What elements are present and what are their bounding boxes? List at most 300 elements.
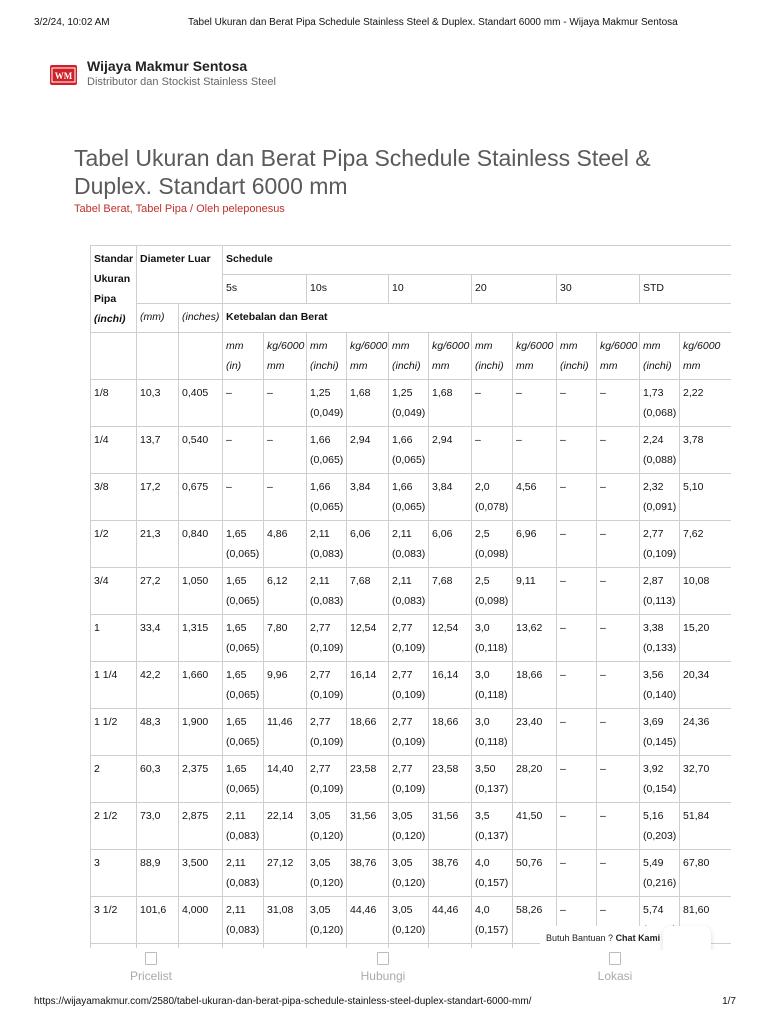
unit-header: [597, 333, 640, 380]
nav-pricelist[interactable]: [101, 952, 201, 983]
table-row: [91, 474, 732, 521]
cell-primary: –: [600, 528, 606, 540]
unit-header: [223, 333, 264, 380]
cell-value: [597, 756, 640, 803]
cell-primary: 22,14: [267, 810, 294, 822]
cell-primary: 2,11: [392, 575, 412, 587]
cell-value: [223, 615, 264, 662]
cell-value: [389, 568, 429, 615]
cell-primary: 2,77: [310, 622, 331, 634]
cell-secondary: (0,065): [226, 689, 260, 701]
cell-value: [264, 803, 307, 850]
cell-value: [513, 474, 557, 521]
cell-primary: 2,11: [226, 904, 246, 916]
cell-value: [597, 709, 640, 756]
cell-od-mm: 42,2: [137, 662, 179, 709]
cell-primary: 2,77: [392, 763, 413, 775]
cell-value: [347, 380, 389, 427]
cell-value: [429, 944, 472, 949]
cell-od-mm: 17,2: [137, 474, 179, 521]
cell-value: [680, 662, 731, 709]
header-ketebalan: Ketebalan dan Berat: [223, 304, 731, 333]
cell-size: 1: [91, 615, 137, 662]
cell-primary: 12,54: [432, 622, 459, 634]
cell-value: [307, 662, 347, 709]
brand-logo[interactable]: [50, 65, 77, 85]
print-url: https://wijayamakmur.com/2580/tabel-ukuran-dan-berat-pipa-schedule-stainless-steel-duplex-standart-6000-mm/: [34, 996, 532, 1007]
cell-value: [347, 803, 389, 850]
print-page-title: Tabel Ukuran dan Berat Pipa Schedule Stainless Steel & Duplex. Standart 6000 mm - Wijaya Makmur Sentosa: [188, 17, 678, 28]
unit-label: mm: [310, 340, 328, 352]
cell-value: [347, 709, 389, 756]
cell-value: [513, 662, 557, 709]
nav-hubungi-label: Hubungi: [360, 969, 406, 983]
cell-primary: 24,36: [683, 716, 710, 728]
cell-secondary: (0,049): [310, 407, 344, 419]
bottom-nav: [0, 950, 768, 992]
cell-primary: 3,5: [475, 810, 490, 822]
cell-secondary: (0,065): [226, 783, 260, 795]
cell-value: [513, 709, 557, 756]
cell-value: [429, 615, 472, 662]
cell-primary: 2,22: [683, 387, 704, 399]
cell-primary: 14,40: [267, 763, 294, 775]
cell-primary: –: [267, 481, 273, 493]
cell-secondary: (0,113): [643, 595, 676, 607]
cell-secondary: (0,120): [392, 924, 426, 936]
cell-primary: 1,65: [226, 528, 247, 540]
cell-primary: 1,65: [226, 622, 247, 634]
cell-primary: –: [560, 763, 566, 775]
cell-value: [597, 803, 640, 850]
cell-secondary: (0,109): [310, 736, 344, 748]
table-row: [91, 615, 732, 662]
cell-primary: 58,26: [516, 904, 543, 916]
cell-od-mm: 27,2: [137, 568, 179, 615]
cell-secondary: (0,065): [392, 454, 426, 466]
cell-primary: 12,54: [350, 622, 377, 634]
cell-secondary: (0,091): [643, 501, 677, 513]
cell-value: [429, 568, 472, 615]
cell-primary: 1,65: [226, 763, 247, 775]
cell-secondary: (0,120): [392, 830, 426, 842]
cell-value: [597, 427, 640, 474]
cell-primary: 3,38: [643, 622, 664, 634]
cell-value: [264, 897, 307, 944]
cell-value: [680, 427, 731, 474]
cell-value: [640, 474, 680, 521]
cell-secondary: (0,088): [643, 454, 677, 466]
nav-lokasi[interactable]: [565, 952, 665, 983]
cell-primary: 2,77: [392, 716, 413, 728]
cell-secondary: (0,083): [226, 924, 260, 936]
cell-size: 3/4: [91, 568, 137, 615]
cell-secondary: (0,083): [310, 595, 344, 607]
cell-value: [557, 662, 597, 709]
cell-primary: 7,80: [267, 622, 288, 634]
cell-value: [640, 521, 680, 568]
cell-value: [680, 803, 731, 850]
cell-value: [307, 803, 347, 850]
cell-value: [472, 850, 513, 897]
cell-primary: 3,05: [310, 904, 331, 916]
cell-size: [91, 944, 137, 949]
cell-primary: –: [600, 622, 606, 634]
cell-primary: –: [560, 716, 566, 728]
cell-value: [472, 568, 513, 615]
cell-value: [429, 803, 472, 850]
cell-value: [307, 709, 347, 756]
cell-secondary: (0,137): [475, 830, 509, 842]
cell-primary: –: [560, 669, 566, 681]
cell-value: [557, 709, 597, 756]
cell-value: [223, 756, 264, 803]
print-header: [0, 0, 768, 40]
print-footer: [0, 994, 768, 1024]
unit-header: [640, 333, 680, 380]
cell-primary: 6,06: [432, 528, 453, 540]
unit-sublabel: (inchi): [310, 360, 339, 372]
unit-sublabel: mm: [516, 360, 534, 372]
unit-sublabel: (inchi): [643, 360, 672, 372]
unit-label: kg/6000: [516, 340, 554, 352]
cell-primary: –: [600, 481, 606, 493]
cell-primary: 23,58: [432, 763, 459, 775]
unit-label: kg/6000: [350, 340, 388, 352]
cell-value: [640, 568, 680, 615]
cell-secondary: (0,109): [310, 689, 344, 701]
schedule-header: STD: [640, 275, 731, 304]
cell-od-inch: 0,540: [179, 427, 223, 474]
cell-primary: –: [600, 434, 606, 446]
cell-primary: –: [600, 810, 606, 822]
cell-value: [223, 803, 264, 850]
cell-primary: 20,34: [683, 669, 710, 681]
cell-size: 2: [91, 756, 137, 803]
cell-od-mm: 13,7: [137, 427, 179, 474]
cell-secondary: (0,118): [475, 689, 508, 701]
cell-primary: 18,66: [350, 716, 377, 728]
cell-primary: –: [475, 434, 481, 446]
post-meta: [74, 203, 285, 215]
unit-label: kg/6000: [683, 340, 721, 352]
cell-value: [680, 521, 731, 568]
cell-od-mm: 88,9: [137, 850, 179, 897]
brand-logo-text: WM: [54, 71, 73, 81]
category-link-tabel-berat[interactable]: Tabel Berat: [74, 203, 130, 215]
cell-value: [429, 662, 472, 709]
cell-value: [597, 380, 640, 427]
cell-value: [264, 521, 307, 568]
cell-primary: 38,76: [350, 857, 377, 869]
cell-value: [429, 380, 472, 427]
cell-primary: 3,0: [475, 622, 490, 634]
cell-secondary: (0,203): [643, 830, 677, 842]
cell-value: [557, 380, 597, 427]
cell-value: [429, 850, 472, 897]
pipe-table-container: [90, 245, 731, 948]
unit-label: mm: [560, 340, 578, 352]
pipe-schedule-table: [90, 245, 731, 948]
table-row: [91, 568, 732, 615]
cell-secondary: (0,065): [310, 501, 344, 513]
cell-primary: 1,65: [226, 669, 247, 681]
cell-primary: –: [267, 387, 273, 399]
cell-value: [680, 474, 731, 521]
cell-value: [389, 615, 429, 662]
cell-primary: 1,68: [350, 387, 371, 399]
cell-primary: 18,66: [516, 669, 543, 681]
cell-secondary: (0,078): [475, 501, 509, 513]
cell-primary: 31,56: [432, 810, 459, 822]
author-link[interactable]: peleponesus: [222, 203, 285, 215]
cell-value: [264, 944, 307, 949]
cell-od-mm: 101,6: [137, 897, 179, 944]
cell-secondary: (0,145): [643, 736, 677, 748]
category-link-tabel-pipa[interactable]: Tabel Pipa: [135, 203, 187, 215]
cell-primary: –: [226, 387, 232, 399]
cell-secondary: (0,118): [475, 736, 508, 748]
cell-secondary: (0,083): [310, 548, 344, 560]
cell-value: [307, 897, 347, 944]
cell-value: [347, 474, 389, 521]
cell-value: [472, 380, 513, 427]
unit-header: [389, 333, 429, 380]
cell-value: [640, 380, 680, 427]
cell-value: [223, 662, 264, 709]
cell-secondary: (0,109): [310, 783, 344, 795]
cell-primary: 6,96: [516, 528, 537, 540]
cell-secondary: (0,109): [392, 783, 426, 795]
cell-value: [557, 568, 597, 615]
cell-primary: 1,66: [392, 434, 413, 446]
cell-od-inch: 2,375: [179, 756, 223, 803]
cell-primary: 41,50: [516, 810, 543, 822]
unit-sublabel: (inchi): [475, 360, 504, 372]
cell-value: [347, 897, 389, 944]
cell-value: [513, 756, 557, 803]
unit-label: mm: [226, 340, 244, 352]
header-blank: [137, 333, 179, 380]
unit-header: [429, 333, 472, 380]
cell-value: [389, 756, 429, 803]
unit-header: [347, 333, 389, 380]
cell-value: [472, 897, 513, 944]
cell-value: [680, 709, 731, 756]
cell-primary: –: [560, 810, 566, 822]
chat-link[interactable]: Chat Kami: [615, 933, 661, 943]
cell-size: 2 1/2: [91, 803, 137, 850]
cell-primary: 31,08: [267, 904, 294, 916]
cell-primary: 31,56: [350, 810, 377, 822]
cell-value: [472, 803, 513, 850]
cell-secondary: (0,065): [226, 642, 260, 654]
cell-primary: 3,05: [310, 857, 331, 869]
cell-od-inch: [179, 944, 223, 949]
cell-size: 1 1/4: [91, 662, 137, 709]
cell-value: [472, 662, 513, 709]
cell-value: [640, 850, 680, 897]
cell-value: [223, 427, 264, 474]
cell-secondary: (0,068): [643, 407, 677, 419]
brand-name[interactable]: Wijaya Makmur Sentosa: [87, 58, 248, 74]
cell-value: [347, 944, 389, 949]
cell-value: [472, 615, 513, 662]
cell-od-inch: 3,500: [179, 850, 223, 897]
cell-value: [389, 803, 429, 850]
cell-size: 3/8: [91, 474, 137, 521]
cell-value: [347, 521, 389, 568]
cell-value: [680, 850, 731, 897]
cell-value: [513, 521, 557, 568]
header-diameter: Diameter Luar: [137, 246, 223, 304]
cell-primary: 2,11: [226, 810, 246, 822]
cell-primary: –: [560, 575, 566, 587]
cell-od-inch: 1,050: [179, 568, 223, 615]
cell-od-inch: 2,875: [179, 803, 223, 850]
cell-value: [307, 850, 347, 897]
header-blank: [91, 333, 137, 380]
cell-primary: –: [600, 763, 606, 775]
cell-size: 1/2: [91, 521, 137, 568]
cell-secondary: (0,098): [475, 548, 509, 560]
cell-primary: 2,77: [310, 716, 331, 728]
cell-primary: 3,05: [392, 857, 413, 869]
cell-secondary: (0,065): [392, 501, 426, 513]
cell-primary: –: [600, 669, 606, 681]
cell-size: 3: [91, 850, 137, 897]
cell-value: [597, 521, 640, 568]
meta-author-prefix: / Oleh: [186, 203, 223, 215]
cell-secondary: (0,154): [643, 783, 677, 795]
cell-primary: 2,11: [310, 575, 330, 587]
cell-value: [640, 662, 680, 709]
cell-value: [513, 803, 557, 850]
print-page-number: 1/7: [722, 996, 736, 1007]
cell-value: [223, 850, 264, 897]
cell-primary: 2,77: [310, 763, 331, 775]
cell-value: [223, 474, 264, 521]
cell-primary: 2,77: [392, 622, 413, 634]
cell-value: [472, 521, 513, 568]
table-row: [91, 756, 732, 803]
cell-value: [347, 568, 389, 615]
cell-value: [597, 850, 640, 897]
cell-value: [597, 662, 640, 709]
cell-value: [264, 474, 307, 521]
cell-primary: 5,49: [643, 857, 664, 869]
brand-tagline: Distributor dan Stockist Stainless Steel: [87, 76, 276, 88]
cell-size: 1/4: [91, 427, 137, 474]
cell-primary: 2,11: [310, 528, 330, 540]
cell-primary: 15,20: [683, 622, 710, 634]
unit-sublabel: mm: [432, 360, 450, 372]
nav-lokasi-label: Lokasi: [597, 969, 633, 983]
nav-hubungi[interactable]: [333, 952, 433, 983]
unit-label: kg/6000: [600, 340, 638, 352]
cell-primary: 1,66: [310, 481, 331, 493]
cell-secondary: (0,065): [226, 736, 260, 748]
cell-value: [389, 897, 429, 944]
table-row: [91, 850, 732, 897]
cell-primary: 28,20: [516, 763, 543, 775]
cell-value: [680, 568, 731, 615]
cell-primary: 3,84: [432, 481, 453, 493]
cell-primary: 23,58: [350, 763, 377, 775]
cell-primary: 3,84: [350, 481, 371, 493]
cell-value: [223, 568, 264, 615]
table-row: [91, 803, 732, 850]
cell-value: [597, 474, 640, 521]
cell-value: [472, 427, 513, 474]
cell-primary: 1,25: [392, 387, 413, 399]
cell-secondary: (0,120): [310, 830, 344, 842]
phone-icon: [377, 952, 389, 965]
cell-primary: 27,12: [267, 857, 294, 869]
cell-primary: 2,87: [643, 575, 664, 587]
cell-value: [640, 756, 680, 803]
page-title: Tabel Ukuran dan Berat Pipa Schedule Stainless Steel & Duplex. Standart 6000 mm: [74, 145, 651, 199]
cell-primary: 3,05: [392, 904, 413, 916]
cell-primary: –: [516, 387, 522, 399]
unit-sublabel: mm: [350, 360, 368, 372]
cell-value: [513, 568, 557, 615]
header-inches: (inches): [179, 304, 223, 333]
cell-value: [472, 756, 513, 803]
cell-value: [389, 944, 429, 949]
cell-value: [557, 427, 597, 474]
cell-primary: 38,76: [432, 857, 459, 869]
cell-primary: 7,68: [350, 575, 371, 587]
cell-primary: –: [600, 904, 606, 916]
cell-od-mm: 48,3: [137, 709, 179, 756]
unit-sublabel: (in): [226, 360, 242, 372]
cell-primary: –: [560, 904, 566, 916]
cell-primary: –: [226, 434, 232, 446]
cell-value: [264, 568, 307, 615]
cell-primary: 5,16: [643, 810, 664, 822]
cell-primary: 4,56: [516, 481, 537, 493]
cell-primary: 1,65: [226, 575, 247, 587]
cell-primary: 13,62: [516, 622, 543, 634]
cell-value: [513, 380, 557, 427]
unit-label: kg/6000: [267, 340, 305, 352]
cell-value: [307, 615, 347, 662]
cell-value: [264, 615, 307, 662]
cell-primary: 2,11: [226, 857, 246, 869]
cell-value: [264, 850, 307, 897]
cell-primary: 2,11: [392, 528, 412, 540]
cell-primary: 51,84: [683, 810, 710, 822]
cell-value: [307, 756, 347, 803]
cell-od-mm: 60,3: [137, 756, 179, 803]
cell-primary: 67,80: [683, 857, 710, 869]
table-row: [91, 521, 732, 568]
cell-secondary: (0,137): [475, 783, 509, 795]
cell-od-inch: 0,405: [179, 380, 223, 427]
cell-primary: 4,0: [475, 857, 490, 869]
cell-size: 3 1/2: [91, 897, 137, 944]
cell-value: [680, 615, 731, 662]
cell-primary: 3,56: [643, 669, 664, 681]
cell-primary: 2,5: [475, 575, 490, 587]
cell-value: [429, 427, 472, 474]
cell-primary: 3,0: [475, 716, 490, 728]
unit-sublabel: (inchi): [560, 360, 589, 372]
cell-primary: 18,66: [432, 716, 459, 728]
cell-value: [347, 427, 389, 474]
cell-primary: 7,68: [432, 575, 453, 587]
